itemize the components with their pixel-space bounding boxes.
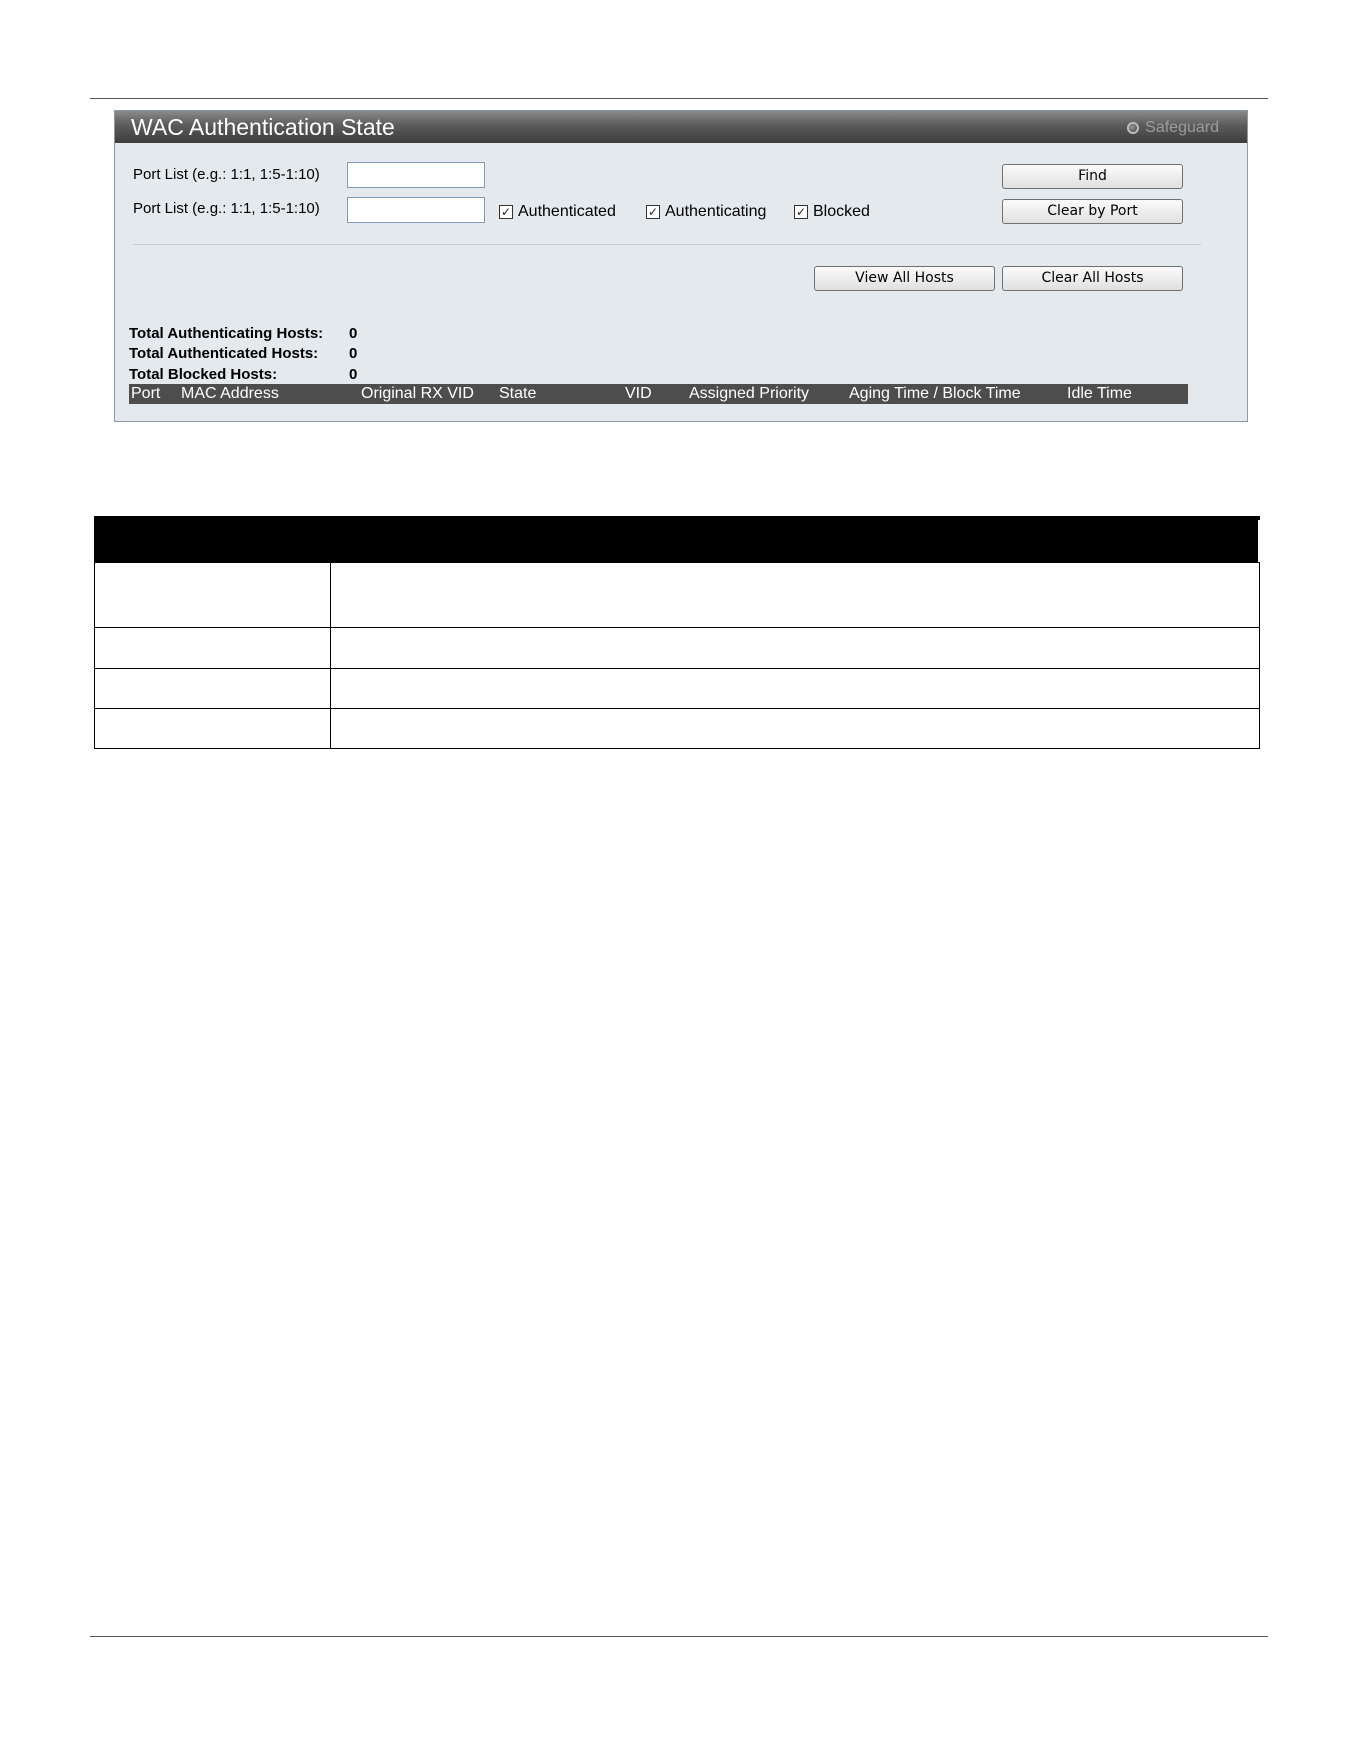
table-cell (94, 562, 331, 628)
blocked-checkbox[interactable] (794, 203, 870, 221)
panel-header (115, 111, 1247, 143)
authenticated-checkbox[interactable] (499, 203, 616, 221)
column-header-vid: VID (625, 385, 652, 402)
stat-label: Total Blocked Hosts: (129, 366, 278, 383)
total-blocked-hosts (129, 366, 358, 383)
authenticated-label: Authenticated (518, 203, 616, 220)
total-authenticated-hosts (129, 345, 358, 362)
total-authenticating-hosts (129, 325, 358, 342)
table-cell (94, 627, 331, 669)
stat-label: Total Authenticated Hosts: (129, 345, 319, 362)
authenticating-label: Authenticating (665, 203, 767, 220)
table-cell (330, 668, 1260, 709)
clear-all-hosts-button[interactable]: Clear All Hosts (1002, 266, 1183, 291)
stat-value: 0 (349, 366, 358, 383)
checkbox-checked-icon: ✓ (647, 205, 659, 219)
column-header-idle-time: Idle Time (1067, 385, 1132, 402)
table-cell (330, 562, 1260, 628)
clear-by-port-button[interactable]: Clear by Port (1002, 199, 1183, 224)
view-all-hosts-button[interactable]: View All Hosts (814, 266, 995, 291)
stat-value: 0 (349, 325, 358, 342)
safeguard-label: Safeguard (1145, 119, 1219, 136)
column-header-mac-address: MAC Address (181, 385, 279, 402)
blocked-label: Blocked (813, 203, 870, 220)
panel-title: WAC Authentication State (131, 114, 395, 140)
page-bottom-rule (90, 1636, 1268, 1637)
header-edge (1258, 520, 1260, 562)
column-header-assigned-priority: Assigned Priority (689, 385, 810, 402)
table-cell (94, 708, 331, 749)
safeguard-indicator[interactable] (1127, 120, 1219, 136)
page-top-rule (90, 98, 1268, 99)
stat-value: 0 (349, 345, 358, 362)
port-list-input-clear[interactable] (347, 197, 485, 223)
description-table-header (94, 516, 1260, 562)
table-cell (330, 627, 1260, 669)
wac-authentication-state-panel (114, 110, 1248, 422)
checkbox-checked-icon: ✓ (500, 205, 512, 219)
table-cell (94, 668, 331, 709)
port-list-label-find: Port List (e.g.: 1:1, 1:5-1:10) (133, 166, 320, 183)
checkbox-checked-icon: ✓ (795, 205, 807, 219)
column-header-state: State (499, 385, 537, 402)
find-button[interactable]: Find (1002, 164, 1183, 189)
divider (133, 244, 1201, 245)
port-list-input-find[interactable] (347, 162, 485, 188)
authenticating-checkbox[interactable] (646, 203, 766, 221)
column-header-original-rx-vid: Original RX VID (361, 385, 474, 402)
stat-label: Total Authenticating Hosts: (129, 325, 324, 342)
hosts-table-header (129, 384, 1188, 404)
port-list-label-clear: Port List (e.g.: 1:1, 1:5-1:10) (133, 200, 320, 217)
column-header-port: Port (131, 385, 161, 402)
table-cell (330, 708, 1260, 749)
safeguard-icon (1127, 122, 1139, 134)
column-header-aging-block-time: Aging Time / Block Time (849, 385, 1021, 402)
